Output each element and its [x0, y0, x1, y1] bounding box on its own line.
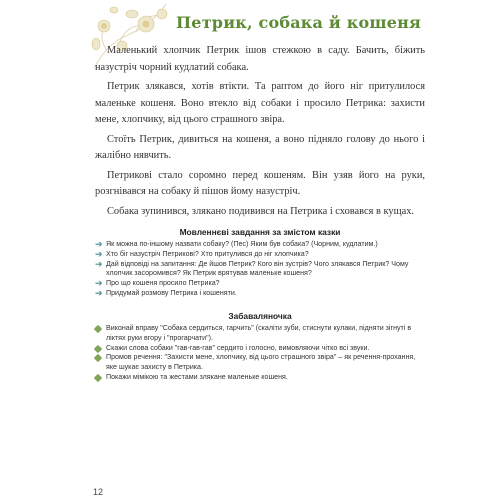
- diamond-bullet-icon: [94, 354, 102, 362]
- list-item: Промов речення: "Захисти мене, хлопчику, від цього страшного звіра" – як речення-прохання, яке шукає захисту в Петрика.: [95, 353, 425, 373]
- arrow-right-icon: ➔: [95, 258, 103, 269]
- diamond-bullet-icon: [94, 374, 102, 382]
- story-paragraph: Собака зупинився, злякано подивився на Петрика і сховався в кущах.: [107, 205, 414, 217]
- list-item: ➔ Дай відповіді на запитання: Де йшов Петрик? Кого він зустрів? Чого злякався Петрик? Чому хлопчик засоромився? Як Петрик врятував маленьке кошеня?: [95, 258, 409, 278]
- arrow-right-icon: ➔: [95, 287, 103, 298]
- story-text: [95, 43, 425, 223]
- list-item: ➔ Хто біг назустріч Петрикові? Хто притулився до ніг хлопчика?: [95, 248, 309, 259]
- list-item: ➔ Про що кошеня просило Петрика?: [95, 278, 220, 289]
- arrow-right-icon: ➔: [95, 248, 103, 259]
- tasks-heading: Мовленнєві завдання за змістом казки: [179, 227, 341, 237]
- games-list: [95, 324, 425, 383]
- story-title: Петрик, собака й кошеня: [176, 13, 422, 32]
- list-item: ➔ Придумай розмову Петрика і кошеняти.: [95, 287, 237, 298]
- diamond-bullet-icon: [94, 325, 102, 333]
- list-item: ➔ Як можна по-іншому назвати собаку? (Пес) Яким був собака? (Чорним, кудлатим.): [95, 239, 378, 249]
- story-paragraph: Петрикові стало соромно перед кошеням. Він узяв його на руки, розгнівався на собаку й пішов йому назустріч.: [95, 169, 425, 197]
- list-item: Покажи мімікою та жестами злякане маленьке кошеня.: [95, 373, 425, 383]
- story-paragraph: Маленький хлопчик Петрик ішов стежкою в саду. Бачить, біжить назустріч чорний кудлатий собака.: [95, 45, 425, 73]
- list-item: Виконай вправу "Собака сердиться, гарчить" (скаліти зуби, стиснути кулаки, підняти зігнуті в ліктях руки вгору і "прогарчати").: [95, 324, 425, 344]
- tasks-list: [95, 240, 425, 299]
- arrow-right-icon: ➔: [95, 239, 103, 249]
- story-paragraph: Петрик злякався, хотів втікти. Та раптом до його ніг притулилося маленьке кошеня. Воно втекло від собаки і просило Петрика: захисти мене, хлопчику, від цього страшного звіра.: [95, 81, 425, 125]
- story-paragraph: Стоїть Петрик, дивиться на кошеня, а воно підняло голову до нього і жалібно нявчить.: [95, 133, 425, 161]
- page-number: 12: [93, 487, 104, 497]
- list-item: Скажи слова собаки "гав-гав-гав" сердито і голосно, вимовляючи чітко всі звуки.: [95, 344, 425, 354]
- diamond-bullet-icon: [94, 344, 102, 352]
- arrow-right-icon: ➔: [95, 278, 103, 289]
- games-heading: Забаваляночка: [228, 311, 292, 321]
